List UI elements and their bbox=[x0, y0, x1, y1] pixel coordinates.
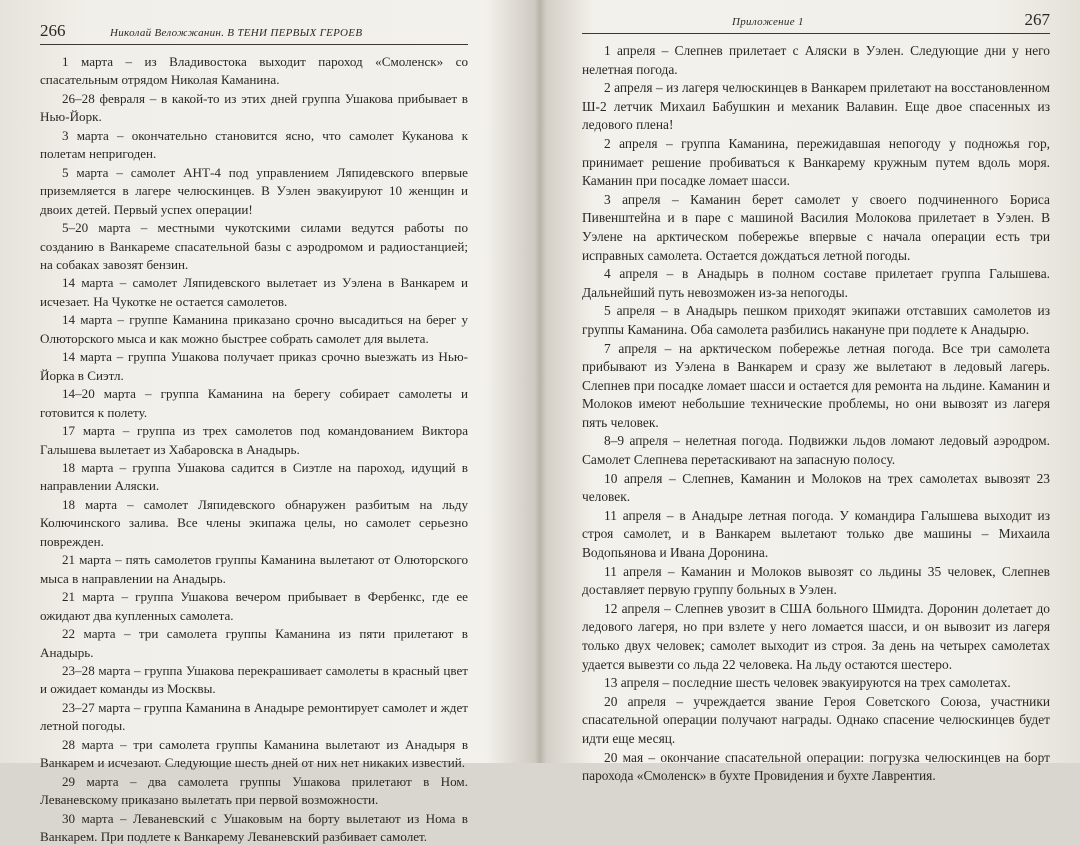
chronology-entry: 17 марта – группа из трех самолетов под командованием Виктора Галышева вылетает из Хабаровска в Анадырь. bbox=[40, 423, 468, 457]
chronology-entry: 21 марта – группа Ушакова вечером прибывает в Фербенкс, где ее ожидают два купленных самолета. bbox=[40, 589, 468, 623]
chronology-entry: 14 марта – группе Каманина приказано срочно высадиться на берег у Олюторского мыса и как можно быстрее собрать самолет для вылета. bbox=[40, 312, 468, 346]
chronology-entry: 18 марта – группа Ушакова садится в Сиэтле на пароход, идущий в направлении Аляски. bbox=[40, 459, 468, 494]
chronology-entry: 26–28 февраля – в какой-то из этих дней группа Ушакова прибывает в Нью-Йорк. bbox=[40, 90, 468, 125]
right-page-text bbox=[582, 42, 1050, 786]
right-page-number: 267 bbox=[1024, 10, 1050, 29]
chronology-entry: 4 апреля – в Анадырь в полном составе прилетает группа Галышева. Дальнейший путь невозможен из-за непогоды. bbox=[582, 266, 1050, 300]
chronology-entry: 11 апреля – в Анадыре летная погода. У командира Галышева выходит из строя самолет, и в Ванкарем вылетают только две машины – Михаила Водопьянова и Ивана Доронина. bbox=[582, 507, 1050, 561]
chronology-entry: 13 апреля – последние шесть человек эвакуируются на трех самолетах. bbox=[604, 675, 1011, 691]
chronology-entry: 22 марта – три самолета группы Каманина из пяти прилетают в Анадырь. bbox=[40, 626, 468, 660]
left-running-head-title: Николай Веложжанин. В ТЕНИ ПЕРВЫХ ГЕРОЕВ bbox=[110, 27, 363, 39]
chronology-entry: 18 марта – самолет Ляпидевского обнаружен разбитым на льду Колючинского залива. Все члены экипажа целы, но самолет серьезно поврежден. bbox=[40, 496, 468, 549]
chronology-entry: 2 апреля – из лагеря челюскинцев в Ванкарем прилетают на восстановленном Ш-2 летчик Михаил Бабушкин и механик Валавин. Еще двое спасенных из ледового плена! bbox=[582, 80, 1050, 133]
chronology-entry: 12 апреля – Слепнев увозит в США больного Шмидта. Доронин долетает до ледового лагеря, но при взлете у него ломается шасси, и он вывозит из лагеря только двух человек; самолет выходит из строя. За день на четырех самолетах удается вывезти со льда 22 человека. На льду остаются шестеро. bbox=[582, 600, 1050, 672]
chronology-entry: 1 марта – из Владивостока выходит пароход «Смоленск» со спасательным отрядом Николая Каманина. bbox=[40, 54, 468, 88]
chronology-entry: 10 апреля – Слепнев, Каманин и Молоков на трех самолетах вывозят 23 человек. bbox=[582, 470, 1050, 505]
chronology-entry: 5–20 марта – местными чукотскими силами ведутся работы по созданию в Ванкареме спасательной базы с аэродромом и радиостанцией; на собаках завозят бензин. bbox=[40, 220, 468, 272]
chronology-entry: 21 марта – пять самолетов группы Каманина вылетают от Олюторского мыса в направлении на Анадырь. bbox=[40, 552, 468, 586]
chronology-entry: 3 апреля – Каманин берет самолет у своего подчиненного Бориса Пивенштейна и в паре с машиной Василия Молокова прилетает в Уэлен. В Уэлене на арктическом побережье впервые с начала операции есть три исправных самолета. Остается дождаться летной погоды. bbox=[582, 191, 1050, 263]
chronology-entry: 20 апреля – учреждается звание Героя Советского Союза, участники спасательной операции получают награды. Однако спасение челюскинцев будет идти еще месяц. bbox=[582, 693, 1050, 746]
chronology-entry: 5 марта – самолет АНТ-4 под управлением Ляпидевского впервые приземляется в лагере челюскинцев. В Уэлен эвакуируют 10 женщин и двоих детей. Первый успех операции! bbox=[40, 164, 468, 217]
chronology-entry: 29 марта – два самолета группы Ушакова прилетают в Ном. Леваневскому приказано вылетать при первой возможности. bbox=[40, 773, 468, 808]
chronology-entry: 14–20 марта – группа Каманина на берегу собирает самолеты и готовится к полету. bbox=[40, 386, 468, 420]
chronology-entry: 1 апреля – Слепнев прилетает с Аляски в Уэлен. Следующие дни у него нелетная погода. bbox=[582, 43, 1050, 77]
chronology-entry: 8–9 апреля – нелетная погода. Подвижки льдов ломают ледовый аэродром. Самолет Слепнева перетаскивают на запасную полосу. bbox=[582, 433, 1050, 468]
left-page-text bbox=[40, 53, 468, 846]
chronology-entry: 14 марта – самолет Ляпидевского вылетает из Уэлена в Ванкарем и исчезает. На Чукотке не остается самолетов. bbox=[40, 275, 468, 309]
chronology-entry: 20 мая – окончание спасательной операции: погрузка челюскинцев на борт парохода «Смоленск» в бухте Провидения и бухте Лаврентия. bbox=[582, 749, 1050, 784]
left-running-head bbox=[40, 16, 468, 45]
chronology-entry: 23–27 марта – группа Каманина в Анадыре ремонтирует самолет и ждет летной погоды. bbox=[40, 699, 468, 734]
chronology-entry: 11 апреля – Каманин и Молоков вывозят со льдины 35 человек, Слепнев доставляет первую группу больных в Уэлен. bbox=[582, 563, 1050, 598]
left-page bbox=[0, 0, 538, 845]
chronology-entry: 30 марта – Леваневский с Ушаковым на борту вылетают из Нома в Ванкарем. При подлете к Ванкарему Леваневский разбивает самолет. bbox=[40, 810, 468, 845]
chronology-entry: 5 апреля – в Анадырь пешком приходят экипажи отставших самолетов из группы Каманина. Оба самолета разбились накануне при подлете к Анадырю. bbox=[582, 303, 1050, 337]
chronology-entry: 23–28 марта – группа Ушакова перекрашивает самолеты в красный цвет и ожидает команды из Москвы. bbox=[40, 662, 468, 697]
right-running-head-title: Приложение 1 bbox=[732, 16, 804, 28]
chronology-entry: 14 марта – группа Ушакова получает приказ срочно выезжать из Нью-Йорка в Сиэтл. bbox=[40, 349, 468, 383]
chronology-entry: 2 апреля – группа Каманина, пережидавшая непогоду у подножья гор, принимает решение пробиваться к Ванкарему кружным путем вдоль моря. Каманин при посадке ломает шасси. bbox=[582, 135, 1050, 189]
right-running-head bbox=[582, 5, 1050, 34]
chronology-entry: 3 марта – окончательно становится ясно, что самолет Куканова к полетам непригоден. bbox=[40, 127, 468, 162]
right-page bbox=[542, 0, 1080, 784]
chronology-entry: 28 марта – три самолета группы Каманина вылетают из Анадыря в Ванкарем и исчезают. Следующие шесть дней от них нет никаких известий. bbox=[40, 736, 468, 771]
chronology-entry: 7 апреля – на арктическом побережье летная погода. Все три самолета прибывают из Уэлена в Ванкарем и сразу же вылетают в ледовый лагерь. Слепнев при посадке ломает шасси и остается для ремонта на льдине. Каманин и Молоков имеют небольшие технические проблемы, но они вывозят из лагеря пять человек. bbox=[582, 340, 1050, 430]
left-page-number: 266 bbox=[40, 21, 66, 40]
